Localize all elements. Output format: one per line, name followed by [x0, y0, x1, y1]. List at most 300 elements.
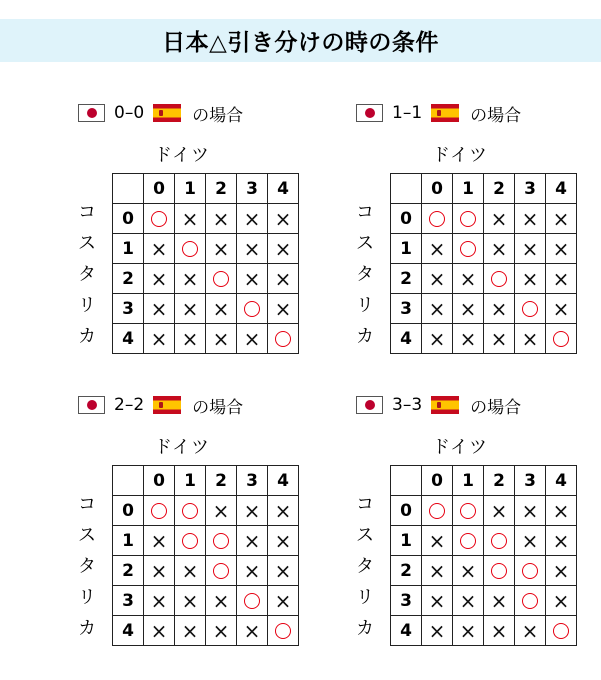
flag-emblem [437, 402, 441, 408]
cross-mark: × [490, 326, 508, 351]
grid-row [113, 586, 299, 616]
flag-emblem [159, 402, 163, 408]
flag-emblem [159, 110, 163, 116]
cross-mark: × [428, 266, 446, 291]
row-team-char: コ [78, 202, 96, 223]
row-header: 1 [391, 234, 422, 264]
flag-disc [365, 108, 375, 118]
grid-cell [546, 264, 577, 294]
circle-mark [429, 211, 445, 227]
grid-cell [175, 586, 206, 616]
grid-cell [268, 294, 299, 324]
grid-cell [515, 496, 546, 526]
column-team-label: ドイツ [431, 145, 489, 166]
circle-mark [213, 533, 229, 549]
grid-cell [144, 526, 175, 556]
grid-cell [453, 496, 484, 526]
column-header: 2 [484, 174, 515, 204]
cross-mark: × [212, 588, 230, 613]
grid-cell [237, 586, 268, 616]
column-team-label: ドイツ [431, 437, 489, 458]
row-team-label [76, 489, 98, 644]
cross-mark: × [212, 236, 230, 261]
grid-cell [422, 616, 453, 646]
case-label: の場合 [470, 397, 522, 418]
column-header: 1 [453, 174, 484, 204]
grid-cell [515, 264, 546, 294]
row-team-char: コ [78, 494, 96, 515]
grid-row [113, 616, 299, 646]
cross-mark: × [521, 326, 539, 351]
grid-cell [268, 496, 299, 526]
circle-mark [460, 211, 476, 227]
flag-disc [365, 400, 375, 410]
scenario-panel [72, 100, 352, 380]
grid-row [391, 324, 577, 354]
grid-cell [237, 526, 268, 556]
grid-cell [144, 234, 175, 264]
cross-mark: × [212, 618, 230, 643]
circle-mark [553, 623, 569, 639]
row-team-char: ス [356, 233, 374, 254]
cross-mark: × [428, 588, 446, 613]
circle-mark [460, 503, 476, 519]
cross-mark: × [428, 326, 446, 351]
column-header: 2 [484, 466, 515, 496]
cross-mark: × [181, 296, 199, 321]
row-team-label [76, 197, 98, 352]
cross-mark: × [459, 266, 477, 291]
grid-corner-cell [113, 174, 144, 204]
cross-mark: × [521, 528, 539, 553]
grid-row [113, 324, 299, 354]
cross-mark: × [150, 236, 168, 261]
grid-cell [144, 616, 175, 646]
cross-mark: × [490, 206, 508, 231]
result-grid [112, 173, 299, 354]
cross-mark: × [181, 266, 199, 291]
cross-mark: × [521, 236, 539, 261]
grid-cell [546, 526, 577, 556]
column-header: 1 [175, 174, 206, 204]
row-team-char: ス [356, 525, 374, 546]
grid-cell [237, 556, 268, 586]
case-label: の場合 [470, 105, 522, 126]
grid-cell [422, 234, 453, 264]
flag-emblem [437, 110, 441, 116]
row-team-char: カ [356, 326, 374, 347]
grid-cell [206, 234, 237, 264]
grid-cell [175, 294, 206, 324]
cross-mark: × [521, 206, 539, 231]
grid-cell [515, 234, 546, 264]
grid-cell [546, 294, 577, 324]
grid-cell [546, 496, 577, 526]
grid-cell [453, 264, 484, 294]
grid-cell [175, 526, 206, 556]
column-header: 0 [422, 466, 453, 496]
cross-mark: × [150, 326, 168, 351]
cross-mark: × [552, 528, 570, 553]
grid-cell [484, 264, 515, 294]
row-header: 0 [113, 496, 144, 526]
cross-mark: × [243, 266, 261, 291]
grid-cell [206, 616, 237, 646]
grid-row [391, 586, 577, 616]
cross-mark: × [552, 236, 570, 261]
cross-mark: × [552, 498, 570, 523]
row-team-char: コ [356, 202, 374, 223]
row-team-char: カ [78, 326, 96, 347]
grid-cell [515, 586, 546, 616]
grid-cell [237, 616, 268, 646]
grid-cell [515, 616, 546, 646]
grid-cell [237, 324, 268, 354]
grid-cell [268, 324, 299, 354]
grid-cell [206, 496, 237, 526]
grid-cell [422, 294, 453, 324]
column-team-label: ドイツ [153, 145, 211, 166]
grid-header-row [391, 466, 577, 496]
grid-cell [237, 496, 268, 526]
grid-cell [422, 526, 453, 556]
cross-mark: × [521, 618, 539, 643]
grid-row [391, 556, 577, 586]
grid-cell [422, 586, 453, 616]
cross-mark: × [150, 296, 168, 321]
cross-mark: × [490, 498, 508, 523]
cross-mark: × [428, 528, 446, 553]
grid-row [113, 294, 299, 324]
cross-mark: × [243, 326, 261, 351]
circle-mark [275, 623, 291, 639]
circle-mark [491, 533, 507, 549]
column-header: 4 [268, 174, 299, 204]
grid-cell [206, 586, 237, 616]
row-header: 0 [391, 496, 422, 526]
row-header: 4 [113, 616, 144, 646]
circle-mark [553, 331, 569, 347]
column-header: 0 [144, 174, 175, 204]
row-team-char: タ [78, 264, 96, 285]
grid-cell [422, 324, 453, 354]
grid-cell [268, 556, 299, 586]
row-header: 4 [391, 616, 422, 646]
cross-mark: × [490, 236, 508, 261]
grid-cell [546, 586, 577, 616]
grid-cell [144, 496, 175, 526]
grid-cell [484, 616, 515, 646]
grid-cell [175, 616, 206, 646]
cross-mark: × [552, 588, 570, 613]
row-header: 1 [391, 526, 422, 556]
japan-flag-icon [356, 104, 383, 122]
grid-cell [144, 324, 175, 354]
cross-mark: × [428, 558, 446, 583]
grid-cell [484, 586, 515, 616]
flag-disc [87, 400, 97, 410]
grid-cell [546, 204, 577, 234]
grid-cell [422, 264, 453, 294]
grid-cell [144, 294, 175, 324]
grid-row [391, 526, 577, 556]
row-team-char: リ [356, 295, 374, 316]
grid-cell [175, 324, 206, 354]
row-header: 4 [391, 324, 422, 354]
grid-cell [206, 556, 237, 586]
cross-mark: × [274, 236, 292, 261]
grid-cell [422, 204, 453, 234]
cross-mark: × [150, 588, 168, 613]
circle-mark [151, 211, 167, 227]
row-team-char: リ [78, 295, 96, 316]
row-team-char: タ [78, 556, 96, 577]
circle-mark [491, 271, 507, 287]
grid-row [391, 264, 577, 294]
cross-mark: × [150, 618, 168, 643]
cross-mark: × [181, 558, 199, 583]
column-header: 3 [515, 466, 546, 496]
row-header: 1 [113, 234, 144, 264]
column-header: 4 [268, 466, 299, 496]
page-title: 日本△引き分けの時の条件 [162, 30, 439, 56]
grid-row [113, 526, 299, 556]
row-team-label [354, 489, 376, 644]
column-header: 1 [175, 466, 206, 496]
scenario-score: 3–3 [392, 395, 423, 415]
scenario-panel [350, 392, 601, 672]
cross-mark: × [459, 296, 477, 321]
column-header: 2 [206, 466, 237, 496]
grid-cell [453, 526, 484, 556]
column-header: 1 [453, 466, 484, 496]
spain-flag-icon [431, 396, 459, 414]
scenario-score: 1–1 [392, 103, 423, 123]
cross-mark: × [243, 206, 261, 231]
grid-cell [546, 324, 577, 354]
row-header: 3 [391, 294, 422, 324]
title-banner [0, 19, 601, 62]
grid-header-row [391, 174, 577, 204]
cross-mark: × [212, 296, 230, 321]
column-header: 0 [144, 466, 175, 496]
column-team-label: ドイツ [153, 437, 211, 458]
grid-cell [268, 586, 299, 616]
grid-cell [206, 204, 237, 234]
circle-mark [491, 563, 507, 579]
grid-row [391, 234, 577, 264]
column-header: 4 [546, 466, 577, 496]
cross-mark: × [181, 618, 199, 643]
grid-cell [268, 264, 299, 294]
grid-cell [144, 264, 175, 294]
circle-mark [213, 271, 229, 287]
grid-cell [175, 234, 206, 264]
cross-mark: × [428, 236, 446, 261]
cross-mark: × [459, 326, 477, 351]
grid-cell [484, 294, 515, 324]
grid-cell [175, 204, 206, 234]
scenario-header [78, 392, 243, 418]
cross-mark: × [243, 618, 261, 643]
grid-cell [422, 496, 453, 526]
cross-mark: × [150, 266, 168, 291]
grid-cell [453, 556, 484, 586]
row-header: 3 [113, 586, 144, 616]
grid-cell [546, 234, 577, 264]
circle-mark [151, 503, 167, 519]
grid-cell [144, 586, 175, 616]
grid-cell [268, 234, 299, 264]
cross-mark: × [274, 558, 292, 583]
circle-mark [244, 301, 260, 317]
circle-mark [522, 301, 538, 317]
scenario-score: 2–2 [114, 395, 145, 415]
cross-mark: × [552, 266, 570, 291]
grid-header-row [113, 466, 299, 496]
grid-cell [144, 204, 175, 234]
grid-cell [453, 234, 484, 264]
cross-mark: × [243, 236, 261, 261]
column-header: 3 [237, 174, 268, 204]
grid-cell [453, 324, 484, 354]
cross-mark: × [243, 528, 261, 553]
grid-cell [237, 204, 268, 234]
grid-row [113, 264, 299, 294]
grid-cell [453, 616, 484, 646]
cross-mark: × [274, 266, 292, 291]
grid-cell [453, 204, 484, 234]
grid-row [113, 234, 299, 264]
scenario-header [78, 100, 243, 126]
row-team-char: リ [78, 587, 96, 608]
row-header: 3 [391, 586, 422, 616]
cross-mark: × [243, 498, 261, 523]
circle-mark [460, 533, 476, 549]
cross-mark: × [490, 618, 508, 643]
flag-disc [87, 108, 97, 118]
case-label: の場合 [192, 105, 244, 126]
grid-cell [237, 234, 268, 264]
grid-cell [144, 556, 175, 586]
scenario-score: 0–0 [114, 103, 145, 123]
cross-mark: × [552, 206, 570, 231]
row-team-char: リ [356, 587, 374, 608]
case-label: の場合 [192, 397, 244, 418]
cross-mark: × [490, 296, 508, 321]
grid-cell [206, 294, 237, 324]
cross-mark: × [150, 528, 168, 553]
row-team-char: ス [78, 525, 96, 546]
grid-row [391, 616, 577, 646]
cross-mark: × [212, 326, 230, 351]
grid-cell [484, 234, 515, 264]
row-team-char: タ [356, 556, 374, 577]
circle-mark [182, 241, 198, 257]
row-header: 0 [113, 204, 144, 234]
cross-mark: × [428, 296, 446, 321]
cross-mark: × [150, 558, 168, 583]
row-team-char: コ [356, 494, 374, 515]
grid-cell [175, 496, 206, 526]
circle-mark [460, 241, 476, 257]
row-team-char: ス [78, 233, 96, 254]
grid-row [113, 556, 299, 586]
result-grid [112, 465, 299, 646]
grid-cell [484, 526, 515, 556]
cross-mark: × [490, 588, 508, 613]
row-header: 2 [113, 556, 144, 586]
grid-cell [206, 264, 237, 294]
cross-mark: × [212, 206, 230, 231]
column-header: 3 [515, 174, 546, 204]
grid-cell [515, 556, 546, 586]
cross-mark: × [243, 558, 261, 583]
grid-cell [175, 264, 206, 294]
grid-cell [515, 324, 546, 354]
cross-mark: × [521, 266, 539, 291]
cross-mark: × [274, 296, 292, 321]
scenario-header [356, 100, 521, 126]
cross-mark: × [552, 558, 570, 583]
row-header: 2 [391, 264, 422, 294]
grid-header-row [113, 174, 299, 204]
grid-cell [175, 556, 206, 586]
column-header: 4 [546, 174, 577, 204]
grid-row [391, 204, 577, 234]
result-grid [390, 465, 577, 646]
grid-row [113, 204, 299, 234]
grid-row [391, 496, 577, 526]
scenario-header [356, 392, 521, 418]
row-header: 2 [391, 556, 422, 586]
grid-cell [422, 556, 453, 586]
row-team-char: タ [356, 264, 374, 285]
circle-mark [522, 563, 538, 579]
grid-cell [515, 204, 546, 234]
circle-mark [182, 503, 198, 519]
grid-cell [484, 556, 515, 586]
cross-mark: × [552, 296, 570, 321]
row-team-char: カ [356, 618, 374, 639]
grid-cell [546, 556, 577, 586]
grid-cell [268, 204, 299, 234]
grid-corner-cell [113, 466, 144, 496]
column-header: 3 [237, 466, 268, 496]
japan-flag-icon [356, 396, 383, 414]
grid-cell [515, 294, 546, 324]
circle-mark [275, 331, 291, 347]
grid-cell [237, 294, 268, 324]
grid-row [113, 496, 299, 526]
scenario-panel [350, 100, 601, 380]
grid-cell [268, 616, 299, 646]
result-grid [390, 173, 577, 354]
cross-mark: × [274, 528, 292, 553]
grid-cell [484, 496, 515, 526]
cross-mark: × [274, 498, 292, 523]
cross-mark: × [181, 588, 199, 613]
grid-row [391, 294, 577, 324]
row-team-char: カ [78, 618, 96, 639]
grid-cell [206, 526, 237, 556]
grid-cell [484, 324, 515, 354]
grid-cell [237, 264, 268, 294]
japan-flag-icon [78, 104, 105, 122]
row-team-label [354, 197, 376, 352]
grid-cell [453, 586, 484, 616]
circle-mark [244, 593, 260, 609]
